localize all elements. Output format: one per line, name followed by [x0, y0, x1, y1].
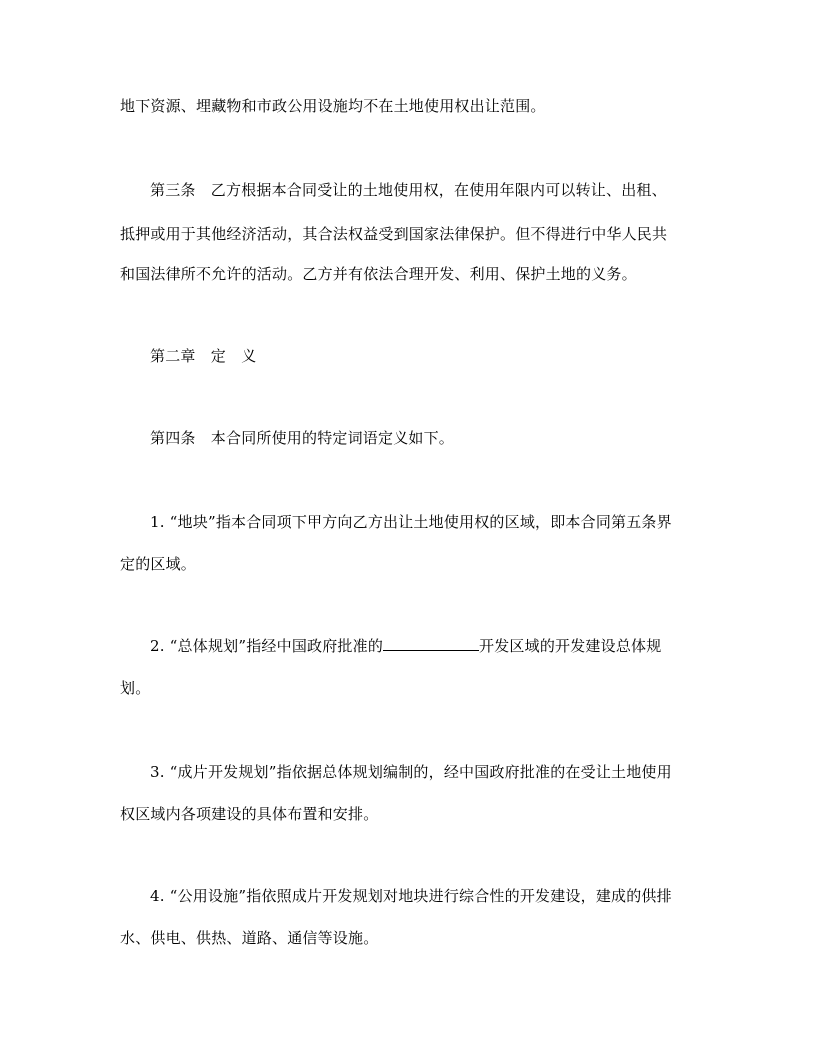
- definition-1-line-1: 1. “地块”指本合同项下甲方向乙方出让土地使用权的区域，即本合同第五条界: [150, 513, 672, 531]
- article-3-line-3: 和国法律所不允许的活动。乙方并有依法合理开发、利用、保护土地的义务。: [120, 265, 637, 283]
- chapter-2-heading: 第二章 定 义: [150, 347, 257, 365]
- paragraph-land-scope: 地下资源、埋藏物和市政公用设施均不在土地使用权出让范围。: [120, 97, 546, 115]
- definition-3-line-1: 3. “成片开发规划”指依据总体规划编制的，经中国政府批准的在受让土地使用: [150, 763, 672, 781]
- fill-in-blank-line: [383, 636, 479, 651]
- definition-4-line-2: 水、供电、供热、道路、通信等设施。: [120, 929, 379, 947]
- definition-4-line-1: 4. “公用设施”指依照成片开发规划对地块进行综合性的开发建设，建成的供排: [150, 887, 672, 905]
- definition-1-line-2: 定的区域。: [120, 555, 197, 573]
- definition-3-line-2: 权区域内各项建设的具体布置和安排。: [120, 805, 379, 823]
- definition-2-line-2: 划。: [120, 679, 151, 697]
- article-3-line-2: 抵押或用于其他经济活动，其合法权益受到国家法律保护。但不得进行中华人民共: [120, 225, 668, 243]
- article-3-line-1: 第三条 乙方根据本合同受让的土地使用权，在使用年限内可以转让、出租、: [150, 181, 667, 199]
- definition-2-line-1: [150, 636, 700, 656]
- definition-2-text-before-blank: 2. “总体规划”指经中国政府批准的: [150, 637, 384, 655]
- definition-2-text-after-blank: 开发区域的开发建设总体规: [479, 637, 662, 655]
- article-4-line-1: 第四条 本合同所使用的特定词语定义如下。: [150, 429, 455, 447]
